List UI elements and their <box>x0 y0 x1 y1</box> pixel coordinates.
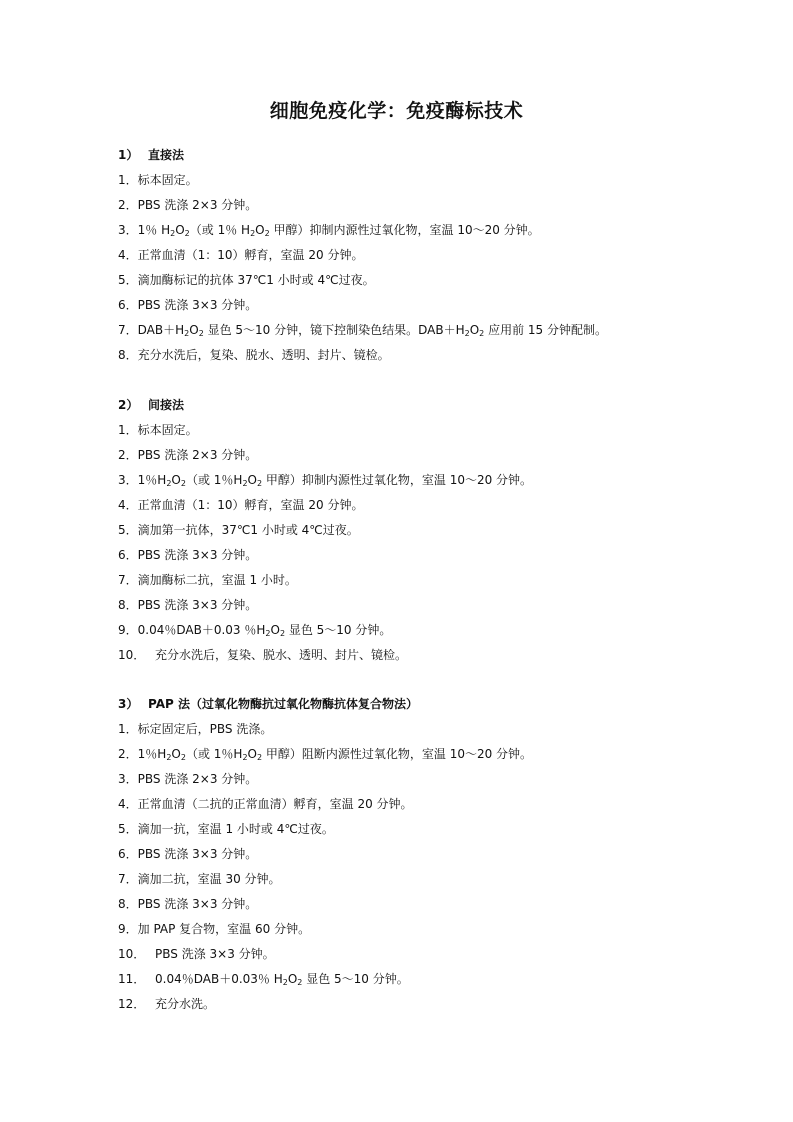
step-text: 0.04％DAB＋0.03％ $H_2O_2$ 显色 5～10 分钟。 <box>155 972 409 987</box>
step-number: 1． <box>118 722 138 736</box>
step-text: 正常血清（二抗的正常血清）孵育，室温 20 分钟。 <box>137 797 413 811</box>
step-item <box>118 967 738 992</box>
step-text: 正常血清（1：10）孵育，室温 20 分钟。 <box>137 498 364 512</box>
step-text: PBS 洗涤 3×3 分钟。 <box>137 548 258 562</box>
step-item <box>118 268 738 293</box>
section-number: 2） <box>118 398 139 412</box>
step-text: 充分水洗。 <box>155 997 216 1011</box>
step-item <box>118 318 738 343</box>
step-text: 正常血清（1：10）孵育，室温 20 分钟。 <box>137 248 364 262</box>
step-number: 4． <box>118 248 138 262</box>
section-direct-method <box>118 143 738 368</box>
step-number: 5． <box>118 523 138 537</box>
step-text: 充分水洗后，复染、脱水、透明、封片、镜检。 <box>155 648 408 662</box>
step-number: 3． <box>118 473 138 487</box>
step-item <box>118 643 738 668</box>
step-text: 0.04％DAB＋0.03 ％$H_2O_2$ 显色 5～10 分钟。 <box>137 623 392 638</box>
step-item <box>118 168 738 193</box>
step-item <box>118 792 738 817</box>
step-text: 滴加第一抗体，37℃1 小时或 4℃过夜。 <box>137 523 359 537</box>
step-item <box>118 892 738 917</box>
step-text: 标定固定后，PBS 洗涤。 <box>137 722 273 736</box>
step-number: 2． <box>118 448 138 462</box>
step-item <box>118 243 738 268</box>
step-number: 4． <box>118 498 138 512</box>
step-item <box>118 817 738 842</box>
step-number: 8． <box>118 348 138 362</box>
step-item <box>118 543 738 568</box>
section-heading <box>118 143 738 168</box>
step-number: 3． <box>118 223 138 237</box>
step-number: 3． <box>118 772 138 786</box>
step-number: 12． <box>118 997 146 1011</box>
step-text: 1％ $H_2O_2$（或 1％ $H_2O_2$ 甲醇）抑制内源性过氧化物，室温 10～20 分钟。 <box>137 223 540 238</box>
step-number: 6． <box>118 298 138 312</box>
step-list <box>118 168 738 368</box>
step-number: 10． <box>118 947 146 961</box>
step-text: $DAB+H_2O_2$ 显色 5～10 分钟，镜下控制染色结果。$DAB+H_2O_2$ 应用前 15 分钟配制。 <box>137 323 607 338</box>
step-text: PBS 洗涤 2×3 分钟。 <box>137 198 258 212</box>
step-number: 9． <box>118 623 138 637</box>
step-number: 11． <box>118 972 146 986</box>
step-number: 5． <box>118 822 138 836</box>
step-text: PBS 洗涤 3×3 分钟。 <box>137 298 258 312</box>
step-text: PBS 洗涤 2×3 分钟。 <box>137 772 258 786</box>
section-heading-text: 直接法 <box>148 148 185 162</box>
step-item <box>118 842 738 867</box>
step-number: 7． <box>118 872 138 886</box>
step-number: 6． <box>118 847 138 861</box>
section-indirect-method <box>118 393 738 668</box>
step-item <box>118 468 738 493</box>
section-heading-text: 间接法 <box>148 398 185 412</box>
step-item <box>118 767 738 792</box>
step-number: 4． <box>118 797 138 811</box>
step-item <box>118 493 738 518</box>
step-text: 充分水洗后，复染、脱水、透明、封片、镜检。 <box>137 348 390 362</box>
step-item <box>118 992 738 1017</box>
step-text: 1％$H_2O_2$（或 1％$H_2O_2$ 甲醇）抑制内源性过氧化物，室温 10～20 分钟。 <box>137 473 533 488</box>
section-number: 3） <box>118 697 139 711</box>
step-number: 6． <box>118 548 138 562</box>
section-heading <box>118 393 738 418</box>
section-heading <box>118 692 738 717</box>
step-text: 1％$H_2O_2$（或 1％$H_2O_2$ 甲醇）阻断内源性过氧化物，室温 10～20 分钟。 <box>137 747 533 762</box>
step-text: 加 PAP 复合物，室温 60 分钟。 <box>137 922 311 936</box>
section-number: 1） <box>118 148 139 162</box>
step-number: 7． <box>118 323 138 337</box>
step-text: PBS 洗涤 3×3 分钟。 <box>155 947 275 961</box>
step-item <box>118 218 738 243</box>
step-number: 9． <box>118 922 138 936</box>
step-number: 2． <box>118 198 138 212</box>
step-number: 7． <box>118 573 138 587</box>
section-pap-method <box>118 692 738 1017</box>
step-number: 1． <box>118 173 138 187</box>
step-text: PBS 洗涤 2×3 分钟。 <box>137 448 258 462</box>
step-text: 滴加酶标二抗，室温 1 小时。 <box>137 573 297 587</box>
step-text: 标本固定。 <box>137 173 198 187</box>
step-item <box>118 293 738 318</box>
step-item <box>118 867 738 892</box>
step-list <box>118 418 738 668</box>
step-number: 10． <box>118 648 146 662</box>
step-item <box>118 418 738 443</box>
step-item <box>118 742 738 767</box>
step-item <box>118 343 738 368</box>
step-item <box>118 593 738 618</box>
document-title: 细胞免疫化学：免疫酶标技术 <box>269 100 524 122</box>
step-text: PBS 洗涤 3×3 分钟。 <box>137 897 258 911</box>
step-list <box>118 717 738 1017</box>
step-item <box>118 193 738 218</box>
step-number: 5． <box>118 273 138 287</box>
step-item <box>118 618 738 643</box>
step-item <box>118 518 738 543</box>
step-item <box>118 942 738 967</box>
step-item <box>118 443 738 468</box>
step-item <box>118 568 738 593</box>
step-text: 标本固定。 <box>137 423 198 437</box>
step-number: 8． <box>118 598 138 612</box>
step-item <box>118 717 738 742</box>
step-number: 2． <box>118 747 138 761</box>
step-number: 8． <box>118 897 138 911</box>
step-text: 滴加一抗，室温 1 小时或 4℃过夜。 <box>137 822 334 836</box>
step-number: 1． <box>118 423 138 437</box>
step-text: 滴加二抗，室温 30 分钟。 <box>137 872 281 886</box>
step-text: PBS 洗涤 3×3 分钟。 <box>137 847 258 861</box>
step-text: 滴加酶标记的抗体 37℃1 小时或 4℃过夜。 <box>137 273 375 287</box>
step-text: PBS 洗涤 3×3 分钟。 <box>137 598 258 612</box>
section-heading-text: PAP 法（过氧化物酶抗过氧化物酶抗体复合物法） <box>148 697 418 711</box>
step-item <box>118 917 738 942</box>
